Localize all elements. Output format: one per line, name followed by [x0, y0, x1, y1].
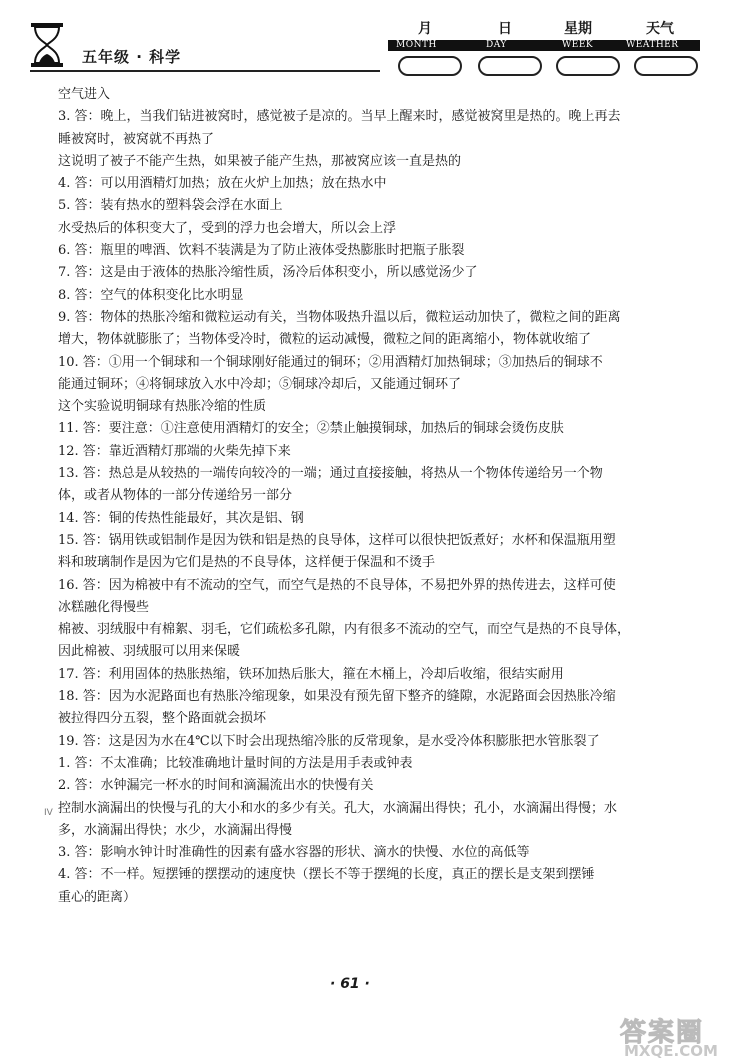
text-line: 料和玻璃制作是因为它们是热的不良导体，这样便于保温和不烫手 [58, 555, 436, 571]
text-line: 8. 答：空气的体积变化比水明显 [58, 287, 244, 303]
text-line: 4. 答：可以用酒精灯加热；放在火炉上加热；放在热水中 [58, 176, 387, 192]
text-line: 14. 答：铜的传热性能最好，其次是铝、钢 [58, 510, 304, 526]
hourglass-icon [30, 22, 64, 68]
text-line: 16. 答：因为棉被中有不流动的空气，而空气是热的不良导体，不易把外界的热传进去，这样可使 [58, 577, 616, 593]
text-line: 6. 答：瓶里的啤酒、饮料不装满是为了防止液体受热膨胀时把瓶子胀裂 [58, 243, 465, 259]
weather-oval [634, 56, 698, 76]
margin-mark: ⅠⅤ [44, 808, 53, 818]
date-label-month: 月 [418, 21, 432, 37]
week-oval [556, 56, 620, 76]
answer-text [58, 84, 698, 909]
text-line: 棉被、羽绒服中有棉絮、羽毛，它们疏松多孔隙，内有很多不流动的空气，而空气是热的不良导体， [58, 622, 631, 638]
text-line: 增大，物体就膨胀了；当物体受冷时，微粒的运动减慢，微粒之间的距离缩小，物体就收缩了 [58, 332, 592, 348]
text-line: 1. 答：不太准确；比较准确地计量时间的方法是用手表或钟表 [58, 755, 413, 771]
text-line: 睡被窝时，被窝就不再热了 [58, 131, 215, 147]
text-line: 重心的距离） [58, 889, 137, 905]
date-en-week: WEEK [562, 40, 594, 50]
text-line: 10. 答：①用一个铜球和一个铜球刚好能通过的铜环；②用酒精灯加热铜球；③加热后的铜球不 [58, 354, 603, 370]
text-line: 13. 答：热总是从较热的一端传向较冷的一端；通过直接接触，将热从一个物体传递给另一个物 [58, 466, 603, 482]
month-oval [398, 56, 462, 76]
date-label-weather: 天气 [646, 21, 674, 37]
text-line: 2. 答：水钟漏完一杯水的时间和滴漏流出水的快慢有关 [58, 778, 374, 794]
date-en-day: DAY [486, 40, 507, 50]
header-rule [30, 70, 380, 72]
text-line: 这个实验说明铜球有热胀冷缩的性质 [58, 399, 267, 415]
text-line: 3. 答：晚上，当我们钻进被窝时，感觉被子是凉的。当早上醒来时，感觉被窝里是热的。晚上再去 [58, 109, 621, 125]
text-line: 18. 答：因为水泥路面也有热胀冷缩现象，如果没有预先留下整齐的缝隙，水泥路面会因热胀冷缩 [58, 689, 616, 705]
watermark-url: MXQE.COM [624, 1042, 718, 1060]
text-line: 空气进入 [58, 87, 111, 102]
text-line: 17. 答：利用固体的热胀热缩，铁环加热后胀大，箍在木桶上，冷却后收缩，很结实耐用 [58, 666, 564, 682]
text-line: 被拉得四分五裂，整个路面就会损坏 [58, 711, 267, 727]
text-line: 5. 答：装有热水的塑料袋会浮在水面上 [58, 198, 283, 214]
text-line: 这说明了被子不能产生热，如果被子能产生热，那被窝应该一直是热的 [58, 153, 462, 169]
day-oval [478, 56, 542, 76]
text-line: 能通过铜环；④将铜球放入水中冷却；⑤铜球冷却后，又能通过铜环了 [58, 376, 462, 392]
text-line: 11. 答：要注意：①注意使用酒精灯的安全；②禁止触摸铜球，加热后的铜球会烫伤皮肤 [58, 421, 564, 437]
text-line: 控制水滴漏出的快慢与孔的大小和水的多少有关。孔大，水滴漏出得快；孔小，水滴漏出得慢；水 [58, 800, 618, 816]
text-line: 12. 答：靠近酒精灯那端的火柴先掉下来 [58, 443, 291, 459]
text-line: 多，水滴漏出得快；水少，水滴漏出得慢 [58, 822, 293, 838]
text-line: 体，或者从物体的一部分传递给另一部分 [58, 488, 293, 504]
text-line: 因此棉被、羽绒服可以用来保暖 [58, 644, 241, 660]
page-number: · 61 · [330, 976, 370, 992]
date-block [388, 18, 700, 80]
text-line: 3. 答：影响水钟计时准确性的因素有盛水容器的形状、滴水的快慢、水位的高低等 [58, 845, 530, 861]
date-label-week: 星期 [564, 21, 592, 37]
watermark-text: 答案圈 [620, 1018, 705, 1048]
date-en-month: MONTH [396, 40, 437, 50]
subject-title: 五年级 · 科学 [82, 48, 182, 66]
text-line: 15. 答：锅用铁或铝制作是因为铁和铝是热的良导体，这样可以很快把饭煮好；水杯和保温瓶用塑 [58, 532, 616, 548]
date-label-day: 日 [498, 21, 512, 37]
text-line: 水受热后的体积变大了，受到的浮力也会增大，所以会上浮 [58, 220, 397, 236]
text-line: 冰糕融化得慢些 [58, 599, 150, 615]
text-line: 19. 答：这是因为水在4℃以下时会出现热缩冷胀的反常现象，是水受冷体积膨胀把水管胀裂了 [58, 733, 600, 749]
date-en-weather: WEATHER [626, 40, 679, 50]
text-line: 9. 答：物体的热胀冷缩和微粒运动有关，当物体吸热升温以后，微粒运动加快了，微粒之间的距离 [58, 309, 621, 325]
watermark-logo [620, 1012, 740, 1060]
text-line: 7. 答：这是由于液体的热胀冷缩性质，汤冷后体积变小，所以感觉汤少了 [58, 265, 478, 281]
text-line: 4. 答：不一样。短摆锤的摆摆动的速度快（摆长不等于摆绳的长度，真正的摆长是支架到摆锤 [58, 867, 595, 883]
